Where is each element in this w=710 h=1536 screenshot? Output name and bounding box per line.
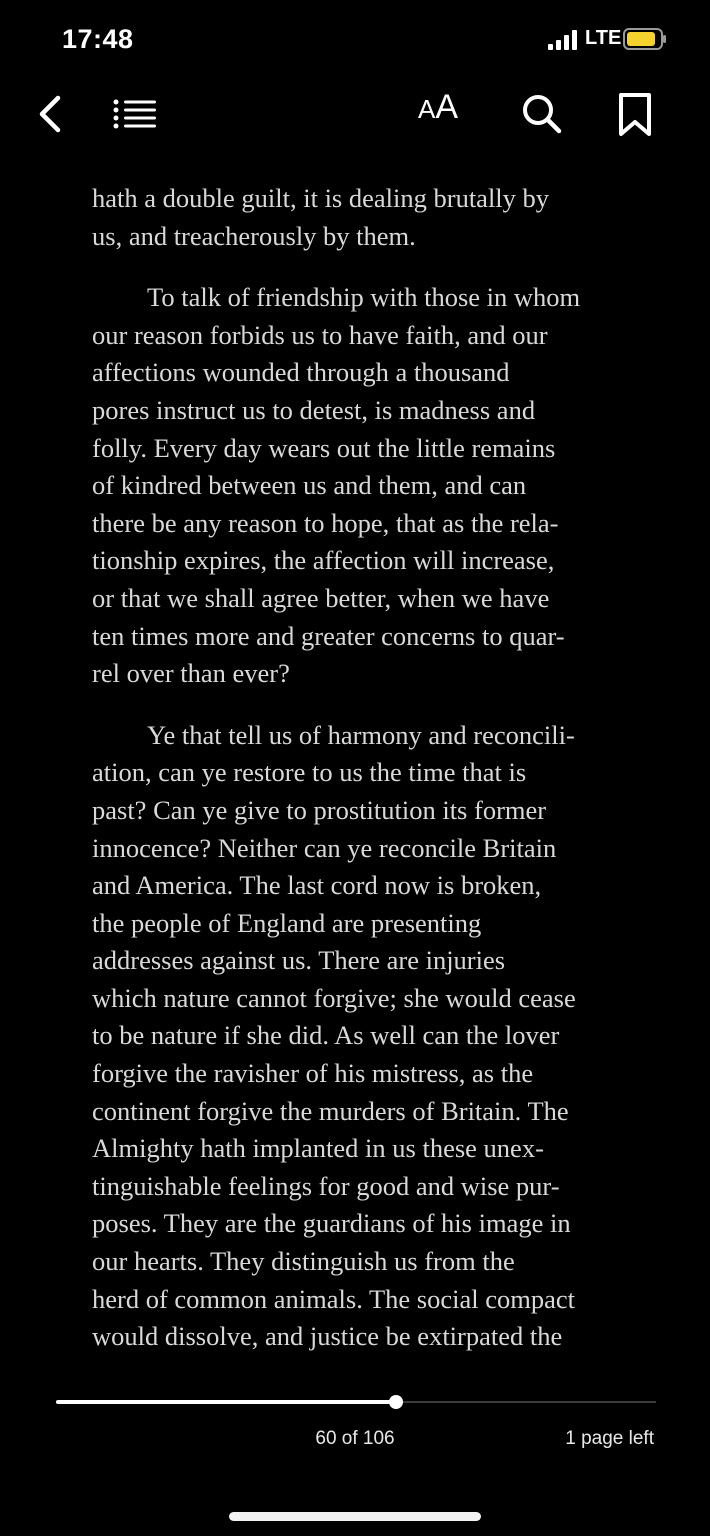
chevron-left-icon[interactable] xyxy=(30,92,70,136)
progress-knob[interactable] xyxy=(389,1395,403,1409)
reading-pane[interactable] xyxy=(92,180,652,1380)
network-type: LTE xyxy=(585,27,622,49)
cellular-signal-icon xyxy=(548,30,578,50)
battery-icon xyxy=(623,28,667,50)
progress-fill xyxy=(56,1400,396,1404)
paragraph-continued: hath a double guilt, it is dealing brutally by us, and treacherously by them. xyxy=(92,183,550,251)
search-icon[interactable] xyxy=(520,92,564,136)
home-indicator[interactable] xyxy=(229,1512,481,1521)
font-settings-button[interactable] xyxy=(418,88,474,138)
pages-left-in-chapter: 1 page left xyxy=(565,1428,654,1449)
bookmark-icon[interactable] xyxy=(617,92,653,138)
reader-toolbar xyxy=(0,80,710,150)
paragraph: Ye that tell us of harmony and reconcili- ation, can ye restore to us the time that is past? Can ye give to prostitution its former innocence? Neither can ye reconcile Britain and America. The last cord now is broken, the people of England are presenting addresses against us. There are injuries which nature cannot forgive; she would cease to be nature if she did. As well can the lover forgive the ravisher of his mistress, as the continent forgive the murders of Britain. The Almighty hath implanted in us these unex- tinguishable feelings for good and wise pur- poses. They are the guardians of his image in our hearts. They distinguish us from the herd of common animals. The social compact would dissolve, and justice be extirpated the xyxy=(92,719,576,1352)
font-size-small-label: A xyxy=(418,94,436,124)
paragraph: To talk of friendship with those in whom our reason forbids us to have faith, and our affections wounded through a thousand pores instruct us to detest, is madness and folly. Every day wears out the little remains of kindred between us and them, and can there be any reason to hope, that as the rela- tionship expires, the affection will increase, or that we shall agree better, when we have ten times more and greater concerns to quar- rel over than ever? xyxy=(92,282,581,689)
font-size-big-label: A xyxy=(435,88,459,126)
progress-slider[interactable] xyxy=(56,1392,656,1412)
page-count: 60 of 106 xyxy=(315,1428,395,1449)
status-bar xyxy=(0,0,710,80)
status-time: 17:48 xyxy=(62,24,134,54)
list-icon[interactable] xyxy=(110,94,160,134)
